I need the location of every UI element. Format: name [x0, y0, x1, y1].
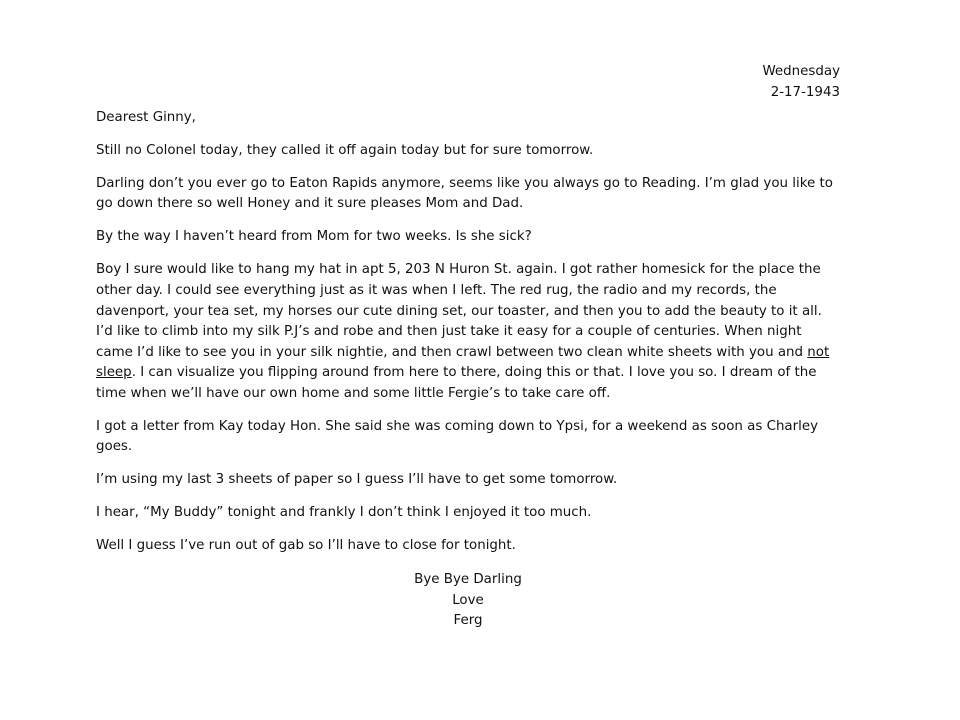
- paragraph-2: Darling don’t you ever go to Eaton Rapids anymore, seems like you always go to Reading. I’m glad you like to go down there so well Honey and it sure pleases Mom and Dad.: [96, 175, 833, 212]
- paragraph-8: Well I guess I’ve run out of gab so I’ll have to close for tonight.: [96, 538, 516, 554]
- paragraph-5: I got a letter from Kay today Hon. She said she was coming down to Ypsi, for a weekend as soon as Charley goes.: [96, 418, 819, 455]
- closing: [96, 570, 840, 632]
- underlined-text: not sleep: [96, 344, 830, 381]
- closing-line-2: Love: [452, 592, 484, 608]
- paragraph-4-text-before: Boy I sure would like to hang my hat in apt 5, 203 N Huron St. again. I got rather homesick for the place the other day. I could see everything just as it was when I left. The red rug, the radio and my records, the davenport, your tea set, my horses our cute dining set, our toaster, and then you to add the beauty to it all. I’d like to climb into my silk P.J’s and robe and then just take it easy for a couple of centuries. When night came I’d like to see you in your silk nightie, and then crawl between two clean white sheets with you and: [96, 262, 822, 360]
- paragraph-3: By the way I haven’t heard from Mom for two weeks. Is she sick?: [96, 229, 532, 245]
- letter-day: Wednesday: [762, 64, 840, 79]
- salutation: Dearest Ginny,: [96, 110, 196, 126]
- paragraph-6: I’m using my last 3 sheets of paper so I guess I’ll have to get some tomorrow.: [96, 472, 618, 488]
- paragraph-1: Still no Colonel today, they called it off again today but for sure tomorrow.: [96, 142, 594, 158]
- closing-line-1: Bye Bye Darling: [414, 572, 522, 588]
- letter: [96, 62, 840, 632]
- paragraph-7: I hear, “My Buddy” tonight and frankly I don’t think I enjoyed it too much.: [96, 505, 592, 521]
- signature: Ferg: [453, 613, 483, 629]
- paragraph-4: [96, 260, 840, 404]
- paragraph-4-text-after: . I can visualize you flipping around from here to there, doing this or that. I love you so. I dream of the time when we’ll have our own home and some little Fergie’s to take care off.: [96, 365, 817, 401]
- letter-date: 2-17-1943: [770, 84, 840, 100]
- dateline: [96, 62, 840, 103]
